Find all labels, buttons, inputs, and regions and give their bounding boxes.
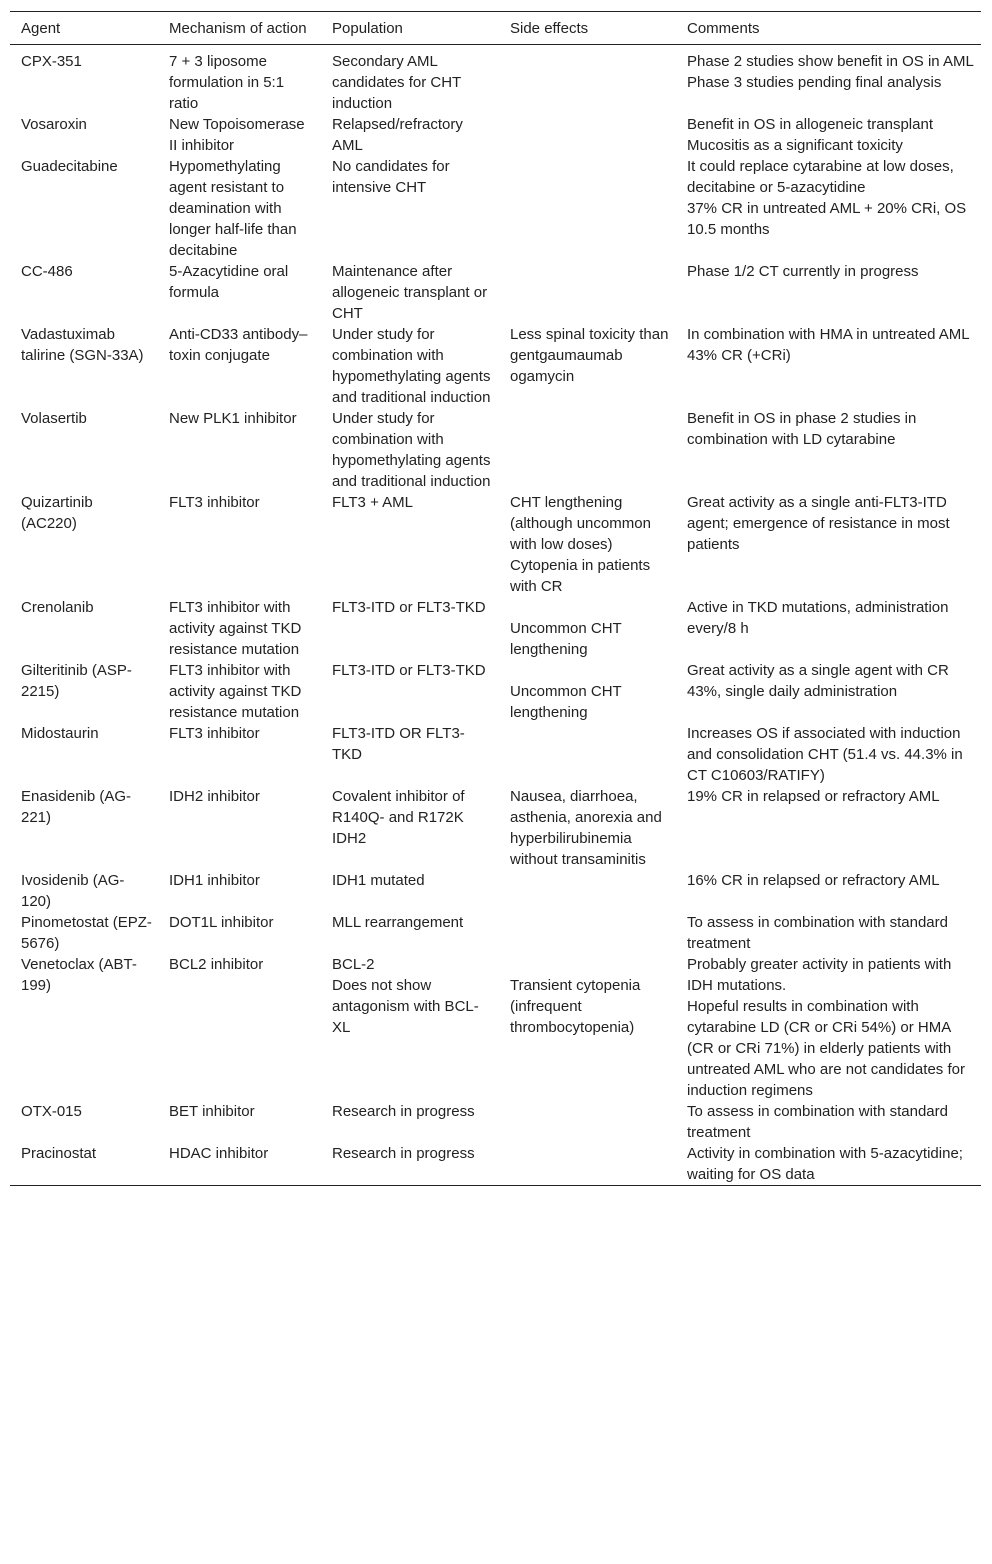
side-effects-cell (499, 261, 676, 324)
mechanism-cell: IDH1 inhibitor (169, 872, 260, 889)
mechanism-cell: BCL2 inhibitor (169, 956, 264, 973)
agent-cell: CC-486 (21, 263, 73, 280)
table-row (10, 597, 981, 660)
table-row (10, 870, 981, 912)
header-agent: Agent (21, 20, 61, 37)
agent-cell: Gilteritinib (ASP-2215) (21, 662, 132, 700)
agents-table-container (10, 11, 981, 1186)
agent-cell: Crenolanib (21, 599, 94, 616)
comments-cell-line: 16% CR in relapsed or refractory AML (687, 872, 940, 889)
population-cell: IDH1 mutated (332, 872, 425, 889)
population-cell: Research in progress (332, 1145, 475, 1162)
comments-cell-line: To assess in combination with standard treatment (687, 1103, 948, 1141)
agent-cell: OTX-015 (21, 1103, 82, 1120)
comments-cell-line: 19% CR in relapsed or refractory AML (687, 788, 940, 805)
header-comments: Comments (687, 20, 760, 37)
comments-cell-line: To assess in combination with standard treatment (687, 914, 948, 952)
comments-cell (676, 408, 981, 492)
agent-cell: Guadecitabine (21, 158, 118, 175)
comments-cell-line: Great activity as a single anti-FLT3-ITD agent; emergence of resistance in most patients (687, 494, 950, 553)
agent-cell: Enasidenib (AG-221) (21, 788, 132, 826)
table-row (10, 1101, 981, 1143)
comments-cell-line: It could replace cytarabine at low doses, decitabine or 5-azacytidine (687, 158, 954, 196)
side-effects-cell-line (510, 954, 670, 975)
comments-cell (676, 660, 981, 723)
comments-cell-line: Phase 3 studies pending final analysis (687, 74, 942, 91)
mechanism-cell: 5-Azacytidine oral formula (169, 263, 289, 301)
side-effects-cell (499, 1143, 676, 1186)
side-effects-cell-line: Nausea, diarrhoea, asthenia, anorexia and hyperbilirubinemia without transaminitis (510, 788, 662, 868)
population-cell: Secondary AML candidates for CHT induction (332, 53, 461, 112)
side-effects-cell (499, 156, 676, 261)
comments-cell (676, 870, 981, 912)
comments-cell-line: In combination with HMA in untreated AML 43% CR (+CRi) (687, 326, 970, 364)
table-row (10, 156, 981, 261)
table-body (10, 45, 981, 1186)
agent-cell: CPX-351 (21, 53, 82, 70)
population-cell: FLT3-ITD or FLT3-TKD (332, 599, 486, 616)
side-effects-cell-line (510, 597, 670, 618)
comments-cell (676, 492, 981, 597)
mechanism-cell: FLT3 inhibitor with activity against TKD resistance mutation (169, 662, 302, 721)
agent-cell: Ivosidenib (AG-120) (21, 872, 125, 910)
agents-table (10, 11, 981, 1186)
side-effects-cell (499, 870, 676, 912)
table-row (10, 45, 981, 115)
table-row (10, 1143, 981, 1186)
table-row (10, 954, 981, 1101)
side-effects-cell-line: Cytopenia in patients with CR (510, 557, 651, 595)
comments-cell-line: Benefit in OS in allogeneic transplant (687, 116, 933, 133)
table-row (10, 408, 981, 492)
population-cell: Relapsed/refractory AML (332, 116, 463, 154)
population-cell: FLT3-ITD OR FLT3-TKD (332, 725, 465, 763)
comments-cell-line: Phase 2 studies show benefit in OS in AML (687, 53, 974, 70)
side-effects-cell-line: CHT lengthening (although uncommon with low doses) (510, 494, 651, 553)
population-cell: Under study for combination with hypomethylating agents and traditional induction (332, 326, 491, 406)
population-cell: FLT3-ITD or FLT3-TKD (332, 662, 486, 679)
mechanism-cell: IDH2 inhibitor (169, 788, 260, 805)
comments-cell-line: Benefit in OS in phase 2 studies in combination with LD cytarabine (687, 410, 917, 448)
mechanism-cell: FLT3 inhibitor with activity against TKD resistance mutation (169, 599, 302, 658)
comments-cell-line: Active in TKD mutations, administration every/8 h (687, 599, 949, 637)
side-effects-cell (499, 660, 676, 723)
comments-cell (676, 597, 981, 660)
header-population: Population (332, 20, 403, 37)
agent-cell: Midostaurin (21, 725, 99, 742)
header-side-effects: Side effects (510, 20, 589, 37)
table-row (10, 261, 981, 324)
table-row (10, 912, 981, 954)
population-cell: FLT3 + AML (332, 494, 414, 511)
population-cell: No candidates for intensive CHT (332, 158, 450, 196)
table-row (10, 723, 981, 786)
mechanism-cell: New PLK1 inhibitor (169, 410, 297, 427)
agent-cell: Venetoclax (ABT-199) (21, 956, 137, 994)
comments-cell-line: Phase 1/2 CT currently in progress (687, 263, 919, 280)
population-cell: Maintenance after allogeneic transplant or CHT (332, 263, 488, 322)
comments-cell (676, 1143, 981, 1186)
side-effects-cell (499, 597, 676, 660)
side-effects-cell (499, 408, 676, 492)
population-cell: Under study for combination with hypomethylating agents and traditional induction (332, 410, 491, 490)
comments-cell-line: 37% CR in untreated AML + 20% CRi, OS 10.5 months (687, 200, 967, 238)
comments-cell-line: Hopeful results in combination with cytarabine LD (CR or CRi 54%) or HMA (CR or CRi 71%) in elderly patients with untreated AML who are not candidates for induction regimens (687, 998, 965, 1099)
agent-cell: Volasertib (21, 410, 87, 427)
population-cell: BCL-2 Does not show antagonism with BCL-XL (332, 956, 479, 1036)
header-mechanism: Mechanism of action (169, 20, 307, 37)
side-effects-cell (499, 324, 676, 408)
comments-cell (676, 324, 981, 408)
side-effects-cell-line: Uncommon CHT lengthening (510, 683, 622, 721)
comments-cell-line: Mucositis as a significant toxicity (687, 137, 903, 154)
side-effects-cell (499, 786, 676, 870)
side-effects-cell (499, 114, 676, 156)
comments-cell (676, 1101, 981, 1143)
side-effects-cell-line: Transient cytopenia (infrequent thrombocytopenia) (510, 977, 641, 1036)
table-row (10, 660, 981, 723)
comments-cell (676, 912, 981, 954)
mechanism-cell: 7 + 3 liposome formulation in 5:1 ratio (169, 53, 285, 112)
agent-cell: Quizartinib (AC220) (21, 494, 93, 532)
comments-cell (676, 723, 981, 786)
comments-cell (676, 786, 981, 870)
table-header (10, 12, 981, 45)
mechanism-cell: FLT3 inhibitor (169, 725, 260, 742)
comments-cell-line: Activity in combination with 5-azacytidine; waiting for OS data (687, 1145, 963, 1183)
mechanism-cell: New Topoisomerase II inhibitor (169, 116, 305, 154)
header-row (10, 12, 981, 45)
agent-cell: Vadastuximab talirine (SGN-33A) (21, 326, 144, 364)
side-effects-cell-line (510, 660, 670, 681)
agent-cell: Vosaroxin (21, 116, 87, 133)
agent-cell: Pracinostat (21, 1145, 97, 1162)
side-effects-cell (499, 492, 676, 597)
side-effects-cell (499, 723, 676, 786)
table-row (10, 114, 981, 156)
comments-cell-line: Probably greater activity in patients with IDH mutations. (687, 956, 952, 994)
mechanism-cell: DOT1L inhibitor (169, 914, 274, 931)
population-cell: Research in progress (332, 1103, 475, 1120)
comments-cell (676, 954, 981, 1101)
comments-cell (676, 45, 981, 115)
side-effects-cell-line: Less spinal toxicity than gentgaumaumab ogamycin (510, 326, 669, 385)
population-cell: MLL rearrangement (332, 914, 464, 931)
comments-cell (676, 114, 981, 156)
side-effects-cell (499, 45, 676, 115)
mechanism-cell: BET inhibitor (169, 1103, 255, 1120)
side-effects-cell-line: Uncommon CHT lengthening (510, 620, 622, 658)
mechanism-cell: FLT3 inhibitor (169, 494, 260, 511)
comments-cell (676, 261, 981, 324)
side-effects-cell (499, 912, 676, 954)
table-row (10, 786, 981, 870)
side-effects-cell (499, 1101, 676, 1143)
comments-cell-line: Increases OS if associated with induction and consolidation CHT (51.4 vs. 44.3% in CT C10603/RATIFY) (687, 725, 963, 784)
mechanism-cell: Anti-CD33 antibody–toxin conjugate (169, 326, 308, 364)
population-cell: Covalent inhibitor of R140Q- and R172K IDH2 (332, 788, 465, 847)
comments-cell-line: Great activity as a single agent with CR 43%, single daily administration (687, 662, 949, 700)
table-row (10, 324, 981, 408)
mechanism-cell: HDAC inhibitor (169, 1145, 269, 1162)
side-effects-cell (499, 954, 676, 1101)
comments-cell (676, 156, 981, 261)
table-row (10, 492, 981, 597)
agent-cell: Pinometostat (EPZ-5676) (21, 914, 152, 952)
mechanism-cell: Hypomethylating agent resistant to deamination with longer half-life than decitabine (169, 158, 297, 259)
